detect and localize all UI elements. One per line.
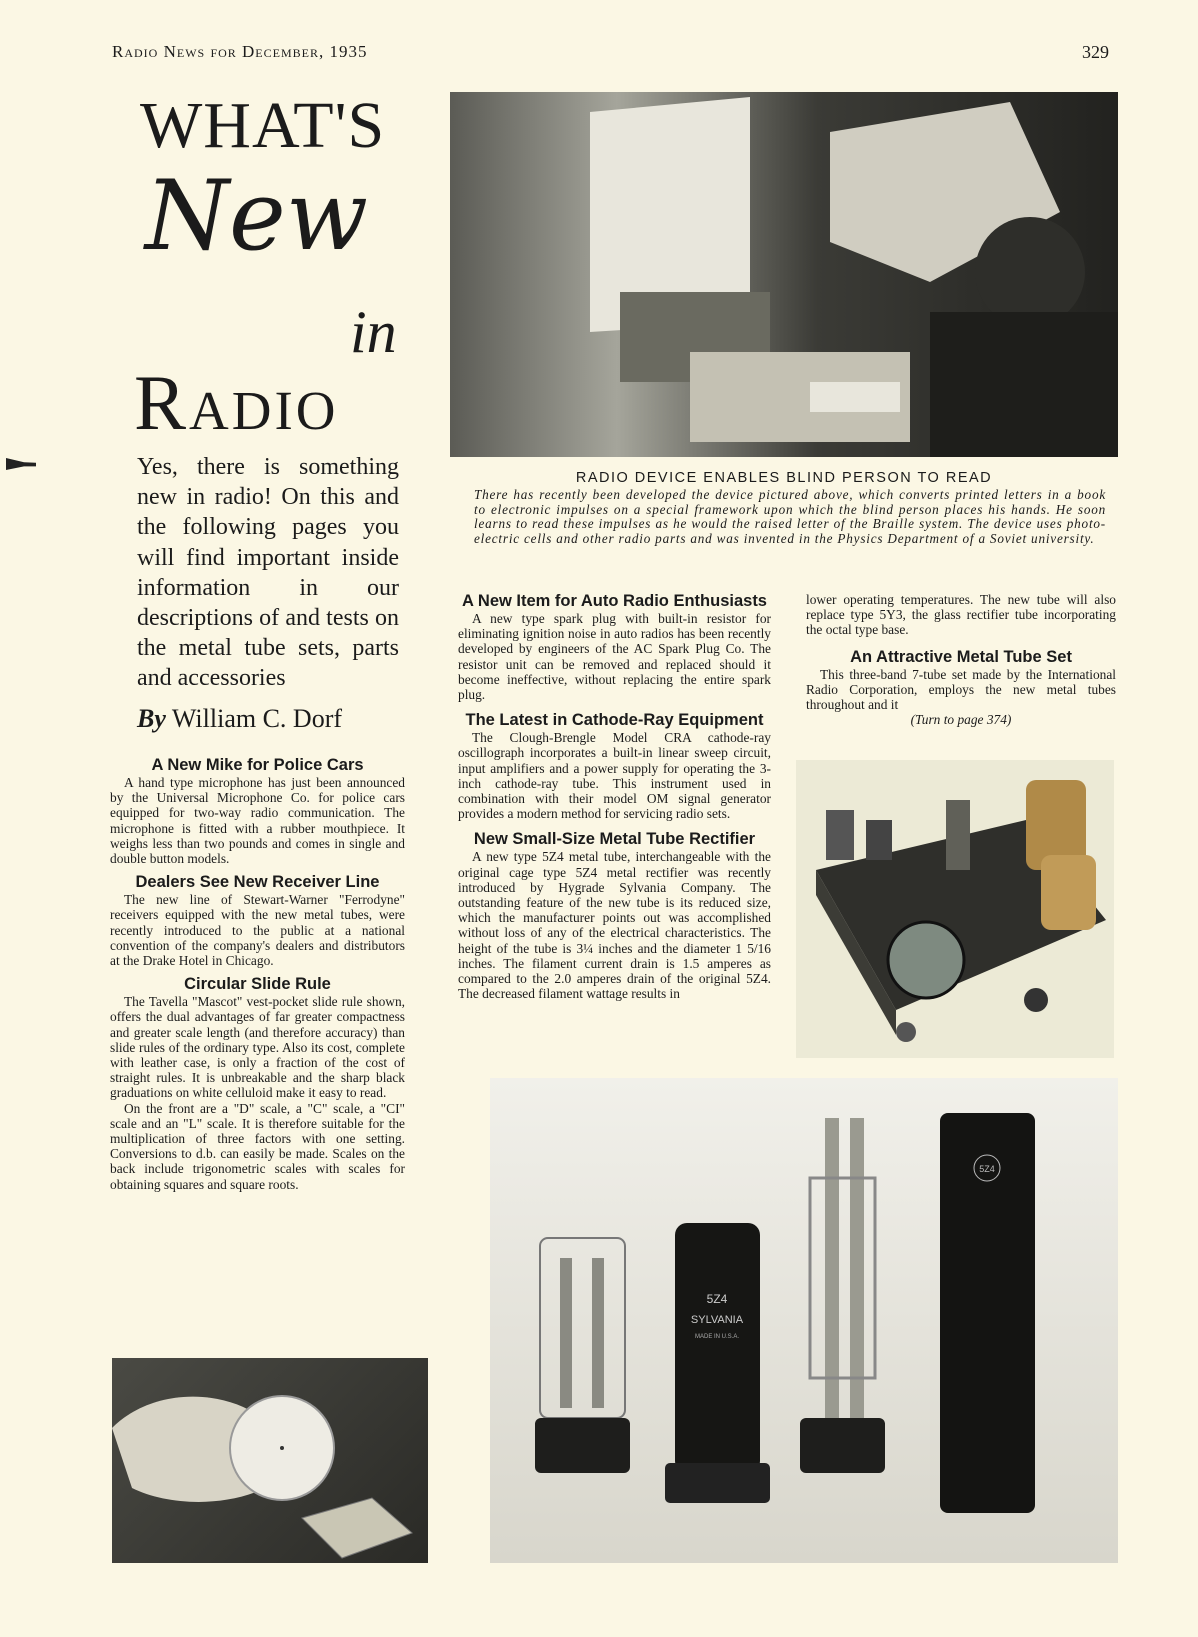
tube-set-chassis-illustration xyxy=(796,760,1114,1058)
heading-slide-rule: Circular Slide Rule xyxy=(184,975,331,994)
blind-reading-device-photo xyxy=(450,92,1118,457)
turn-to-page-note: (Turn to page 374) xyxy=(910,712,1012,728)
heading-rectifier: New Small-Size Metal Tube Rectifier xyxy=(473,830,756,849)
body-dealers: The new line of Stewart-Warner "Ferrodyne" receivers equipped with the new metal tubes, were recently introduced to the public at a national convention of the company's dealers and distributors at the Drake Hotel in Chicago. xyxy=(110,892,405,969)
rectifier-tubes-photo xyxy=(490,1078,1118,1563)
body-slide-rule-2: On the front are a "D" scale, a "C" scale, a "CI" scale and an "L" scale. It is therefore suitable for the multiplication of three factors with one setting. Conversions to d.b. can easily be made. Scales on the back include trigonometric scales with scales for obtaining squares and square roots. xyxy=(110,1100,405,1192)
body-slide-rule-1: The Tavella "Mascot" vest-pocket slide rule shown, offers the dual advantages of far greater compactness and greater scale length (and therefore accuracy) than slide rules of the ordinary type. Also its cost, complete with leather case, is only a fraction of the cost of straight rules. It is unbreakable and the sharp black graduations on white celluloid make it easy to read. xyxy=(110,994,405,1101)
byline xyxy=(137,704,342,734)
right-column xyxy=(806,592,1116,727)
tube-label-5z4: 5Z4 xyxy=(706,1292,728,1306)
body-cathode-ray: The Clough-Brengle Model CRA cathode-ray oscillograph incorporates a built-in linear sweep circuit, input amplifiers and a power supply for operating the 3-inch cathode-ray tube. This instrument used in combination with their model OM signal generator provides a modern method for servicing radio sets. xyxy=(458,730,771,822)
slide-rule-illustration xyxy=(112,1358,428,1563)
slide-rule-photo xyxy=(112,1358,428,1563)
byline-author: William C. Dorf xyxy=(171,704,343,733)
shield-label-5z4: 5Z4 xyxy=(979,1164,995,1174)
title-in: in xyxy=(350,299,397,365)
body-police-mike: A hand type microphone has just been announced by the Universal Microphone Co. for police cars equipped for two-way radio communication. The microphone is fitted with a rubber mouthpiece. It weighs less than two pounds and comes in single and double button models. xyxy=(110,775,405,867)
body-metal-tube-set: This three-band 7-tube set made by the International Radio Corporation, employs the new metal tubes throughout and it xyxy=(806,666,1116,713)
caption-text: There has recently been developed the device pictured above, which converts printed letters in a book to electronic impulses on a special framework upon which the blind person places his hands. He soon learns to read these impulses as he would the raised letter of the Braille system. The device uses photo-electric cells and other radio parts and was invented in the Physics Department of a Soviet university. xyxy=(474,487,1106,546)
body-auto-radio: A new type spark plug with built-in resistor for eliminating ignition noise in auto radios has been recently developed by engineers of the AC Spark Plug Co. The resistor unit can be removed and replaced should it become ineffective, without replacing the entire spark plug. xyxy=(458,611,771,703)
heading-dealers: Dealers See New Receiver Line xyxy=(135,873,380,892)
title-radio: Radio xyxy=(134,359,339,446)
heading-police-mike: A New Mike for Police Cars xyxy=(151,756,364,774)
caption-title: RADIO DEVICE ENABLES BLIND PERSON TO READ xyxy=(575,470,993,486)
heading-auto-radio: A New Item for Auto Radio Enthusiasts xyxy=(462,592,767,610)
margin-arrow-mark xyxy=(6,458,36,470)
page-number: 329 xyxy=(1082,42,1109,62)
intro-paragraph: Yes, there is something new in radio! On this and the following pages you will find important inside information in our descriptions of and tests on the metal tube sets, parts and accessories xyxy=(137,454,399,692)
byline-by: By xyxy=(137,704,166,733)
reading-device-illustration xyxy=(450,92,1118,457)
title-whats: WHAT'S xyxy=(140,89,386,162)
tube-label-made-in-usa: MADE IN U.S.A. xyxy=(694,1334,740,1340)
heading-cathode-ray: The Latest in Cathode-Ray Equipment xyxy=(465,711,764,730)
rectifier-tubes-illustration xyxy=(490,1078,1118,1563)
body-rectifier-continued: lower operating temperatures. The new tube will also replace type 5Y3, the glass rectifier tube incorporating the octal type base. xyxy=(806,592,1116,638)
tube-label-sylvania: SYLVANIA xyxy=(690,1314,744,1326)
left-column xyxy=(110,756,405,1192)
heading-metal-tube-set: An Attractive Metal Tube Set xyxy=(850,647,1072,666)
title-new: New xyxy=(145,160,368,272)
running-title: Radio News for December, 1935 xyxy=(112,42,368,61)
metal-tube-set-photo xyxy=(796,760,1114,1058)
middle-column xyxy=(458,592,771,1001)
body-rectifier: A new type 5Z4 metal tube, interchangeable with the original cage type 5Z4 metal rectifier was recently introduced by Hygrade Sylvania Company. The outstanding feature of the new tube is its reduced size, which the manufacturer points out was accomplished without loss of any of the electrical characteristics. The height of the tube is 3¼ inches and the diameter 1 5/16 inches. The filament current drain is 1.5 amperes as compared to the 2.0 amperes drain of the original 5Z4. The decreased filament wattage results in xyxy=(458,849,771,1002)
